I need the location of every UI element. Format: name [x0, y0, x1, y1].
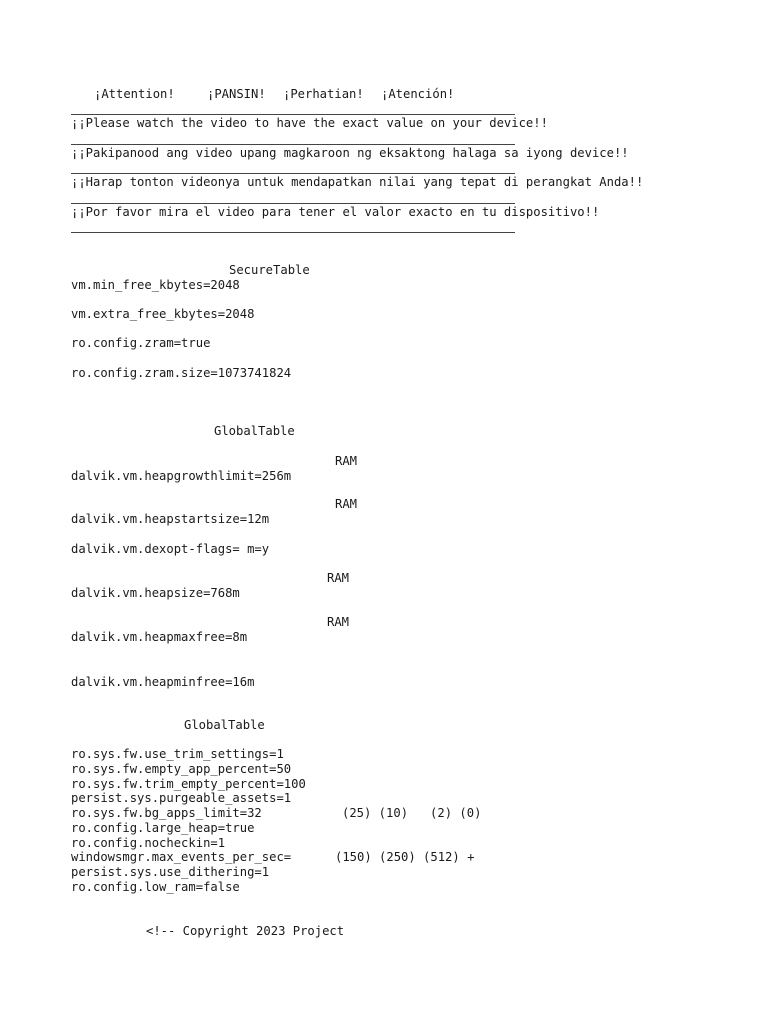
global-table-line: dalvik.vm.dexopt-flags= m=y	[71, 542, 270, 556]
bg-apps-limit-options: (25) (10) (2) (0)	[342, 806, 482, 820]
secure-table-line: ro.config.zram.size=1073741824	[71, 366, 292, 380]
global-table-line: windowsmgr.max_events_per_sec=	[71, 850, 292, 864]
attention-english: ¡Attention!	[94, 87, 175, 101]
divider-line	[71, 203, 515, 204]
copyright-text: <!-- Copyright 2023 Project	[146, 924, 345, 938]
secure-table-line: ro.config.zram=true	[71, 336, 211, 350]
secure-table-line: vm.min_free_kbytes=2048	[71, 278, 240, 292]
ram-label: RAM	[335, 454, 358, 468]
global-table-line: dalvik.vm.heapsize=768m	[71, 586, 240, 600]
global-table-line: ro.sys.fw.use_trim_settings=1	[71, 747, 284, 761]
global-table-line: persist.sys.purgeable_assets=1	[71, 791, 292, 805]
divider-line	[71, 114, 515, 115]
divider-line	[71, 173, 515, 174]
secure-table-line: vm.extra_free_kbytes=2048	[71, 307, 255, 321]
global-table-line: dalvik.vm.heapstartsize=12m	[71, 512, 270, 526]
global-table-line: ro.sys.fw.empty_app_percent=50	[71, 762, 292, 776]
attention-tagalog: ¡PANSIN!	[207, 87, 266, 101]
attention-indonesian: ¡Perhatian!	[283, 87, 364, 101]
ram-label: RAM	[327, 615, 350, 629]
global-table-line: persist.sys.use_dithering=1	[71, 865, 270, 879]
global-table-heading: GlobalTable	[214, 424, 295, 438]
global-table-line: ro.config.low_ram=false	[71, 880, 240, 894]
max-events-options: (150) (250) (512) +	[335, 850, 475, 864]
divider-line	[71, 144, 515, 145]
global-table-line: ro.config.nocheckin=1	[71, 836, 226, 850]
ram-label: RAM	[327, 571, 350, 585]
global-table-line: dalvik.vm.heapmaxfree=8m	[71, 630, 248, 644]
global-table-line: ro.sys.fw.bg_apps_limit=32	[71, 806, 262, 820]
global-table-line: ro.config.large_heap=true	[71, 821, 255, 835]
secure-table-heading: SecureTable	[229, 263, 310, 277]
notice-english: ¡¡Please watch the video to have the exact value on your device!!	[71, 116, 548, 130]
global-table-line: dalvik.vm.heapgrowthlimit=256m	[71, 469, 292, 483]
global-table-line: ro.sys.fw.trim_empty_percent=100	[71, 777, 306, 791]
notice-spanish: ¡¡Por favor mira el video para tener el valor exacto en tu dispositivo!!	[71, 205, 600, 219]
notice-indonesian: ¡¡Harap tonton videonya untuk mendapatkan nilai yang tepat di perangkat Anda!!	[71, 175, 644, 189]
notice-tagalog: ¡¡Pakipanood ang video upang magkaroon ng eksaktong halaga sa iyong device!!	[71, 146, 629, 160]
global-table-line: dalvik.vm.heapminfree=16m	[71, 675, 255, 689]
ram-label: RAM	[335, 497, 358, 511]
divider-line	[71, 232, 515, 233]
attention-spanish: ¡Atención!	[381, 87, 455, 101]
global-table-heading: GlobalTable	[184, 718, 265, 732]
